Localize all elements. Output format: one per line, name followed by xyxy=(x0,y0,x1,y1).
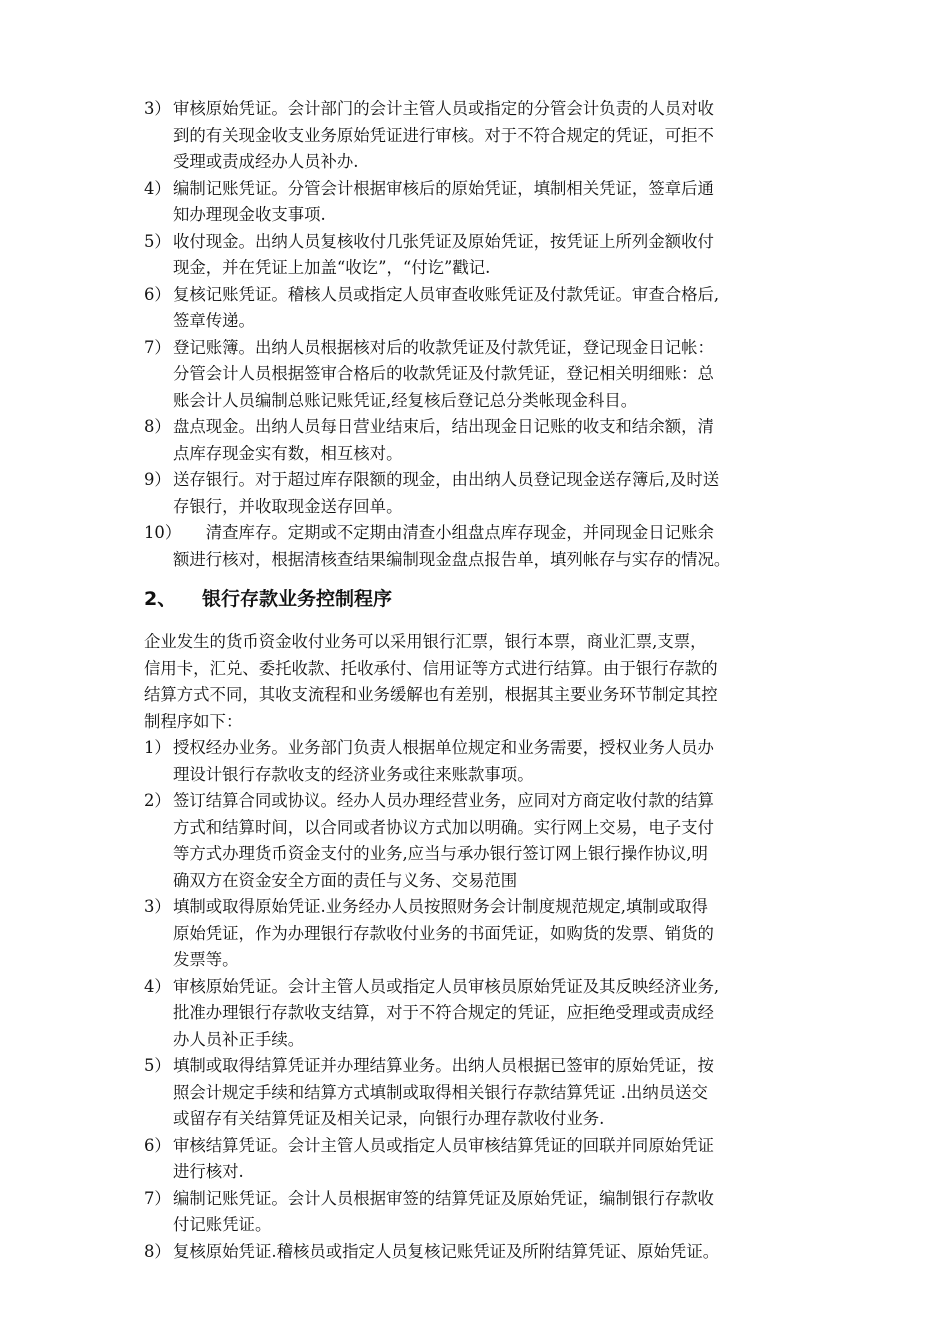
item-text-line: 受理或责成经办人员补办. xyxy=(173,152,359,171)
list-item xyxy=(144,520,814,573)
item-text-line: 发票等。 xyxy=(173,950,239,969)
intro-line: 制程序如下： xyxy=(144,711,243,731)
item-number: 7） xyxy=(144,1188,171,1208)
item-text-line: 理设计银行存款收支的经济业务或往来账款事项。 xyxy=(173,764,534,784)
item-text-line: 知办理现金收支事项. xyxy=(173,205,326,224)
list-item xyxy=(144,1186,814,1239)
item-text-line: 登记账簿。出纳人员根据核对后的收款凭证及付款凭证，登记现金日记帐： xyxy=(173,337,714,357)
intro-line: 结算方式不同，其收支流程和业务缓解也有差别，根据其主要业务环节制定其控 xyxy=(144,685,718,704)
list-item xyxy=(144,1133,814,1186)
intro-line: 企业发生的货币资金收付业务可以采用银行汇票，银行本票，商业汇票,支票， xyxy=(144,632,707,651)
item-number: 3） xyxy=(144,897,171,916)
item-number: 2） xyxy=(144,791,171,810)
item-text-line: 进行核对. xyxy=(173,1162,244,1181)
list-item xyxy=(144,974,814,1054)
item-number: 5） xyxy=(144,1056,171,1075)
item-number: 6） xyxy=(144,1135,171,1155)
item-number: 8） xyxy=(144,1241,171,1261)
item-text-line: 签订结算合同或协议。经办人员办理经营业务，应同对方商定收付款的结算 xyxy=(173,791,714,810)
item-number: 6） xyxy=(144,284,171,304)
item-text-line: 确双方在资金安全方面的责任与义务、交易范围 xyxy=(173,870,518,890)
list-item xyxy=(144,176,814,229)
section-title: 银行存款业务控制程序 xyxy=(202,588,393,610)
item-text-line: 分管会计人员根据签审合格后的收款凭证及付款凭证，登记相关明细账：总 xyxy=(173,364,714,383)
item-number: 9） xyxy=(144,470,171,489)
item-text-line: 审核结算凭证。会计主管人员或指定人员审核结算凭证的回联并同原始凭证 xyxy=(173,1135,714,1155)
item-text-line: 审核原始凭证。会计主管人员或指定人员审核员原始凭证及其反映经济业务, xyxy=(173,976,720,996)
item-text-line: 照会计规定手续和结算方式填制或取得相关银行存款结算凭证 .出纳员送交 xyxy=(173,1082,708,1102)
item-text-line: 编制记账凭证。分管会计根据审核后的原始凭证，填制相关凭证，签章后通 xyxy=(173,178,714,198)
item-text-line: 复核原始凭证.稽核员或指定人员复核记账凭证及所附结算凭证、原始凭证。 xyxy=(173,1241,720,1261)
item-text-line: 编制记账凭证。会计人员根据审签的结算凭证及原始凭证，编制银行存款收 xyxy=(173,1188,714,1208)
item-number: 5） xyxy=(144,231,171,251)
item-text-line: 现金，并在凭证上加盖“收讫”，“付讫”戳记. xyxy=(173,258,491,277)
item-number: 4） xyxy=(144,178,171,198)
document-body xyxy=(144,96,814,1265)
item-text-line: 存银行，并收取现金送存回单。 xyxy=(173,496,403,516)
bank-procedure-list xyxy=(144,735,814,1265)
item-text-line: 额进行核对，根据清核查结果编制现金盘点报告单，填列帐存与实存的情况。 xyxy=(173,549,731,569)
item-text-line: 到的有关现金收支业务原始凭证进行审核。对于不符合规定的凭证，可拒不 xyxy=(173,125,714,145)
list-item xyxy=(144,467,814,520)
item-text-line: 方式和结算时间，以合同或者协议方式加以明确。实行网上交易，电子支付 xyxy=(173,817,714,837)
item-text-line: 原始凭证，作为办理银行存款收付业务的书面凭证，如购货的发票、销货的 xyxy=(173,923,714,943)
item-number: 7） xyxy=(144,337,171,357)
item-text-line: 批准办理银行存款收支结算，对于不符合规定的凭证，应拒绝受理或责成经 xyxy=(173,1003,714,1022)
item-text-line: 填制或取得原始凭证.业务经办人员按照财务会计制度规范规定,填制或取得 xyxy=(173,897,708,916)
item-text-line: 清查库存。定期或不定期由清查小组盘点库存现金，并同现金日记账余 xyxy=(173,523,714,542)
section-number: 2、 xyxy=(144,588,177,610)
list-item xyxy=(144,1239,814,1266)
item-number: 3） xyxy=(144,99,171,118)
item-number: 8） xyxy=(144,417,171,436)
list-item xyxy=(144,735,814,788)
intro-paragraph xyxy=(144,629,814,735)
section-heading xyxy=(144,579,814,619)
list-item xyxy=(144,335,814,415)
list-item xyxy=(144,229,814,282)
item-text-line: 复核记账凭证。稽核人员或指定人员审查收账凭证及付款凭证。审查合格后, xyxy=(173,284,720,304)
item-text-line: 账会计人员编制总账记账凭证,经复核后登记总分类帐现金科目。 xyxy=(173,390,638,410)
item-text-line: 填制或取得结算凭证并办理结算业务。出纳人员根据已签审的原始凭证，按 xyxy=(173,1056,714,1075)
item-text-line: 收付现金。出纳人员复核收付几张凭证及原始凭证，按凭证上所列金额收付 xyxy=(173,231,714,251)
cash-procedure-list xyxy=(144,96,814,573)
item-text-line: 盘点现金。出纳人员每日营业结束后，结出现金日记账的收支和结余额，清 xyxy=(173,417,714,436)
list-item xyxy=(144,788,814,894)
item-text-line: 签章传递。 xyxy=(173,311,255,330)
list-item xyxy=(144,282,814,335)
item-text-line: 点库存现金实有数，相互核对。 xyxy=(173,443,403,463)
item-number: 1） xyxy=(144,738,171,757)
list-item xyxy=(144,1053,814,1133)
item-number: 4） xyxy=(144,976,171,996)
item-text-line: 或留存有关结算凭证及相关记录，向银行办理存款收付业务. xyxy=(173,1109,605,1128)
item-text-line: 授权经办业务。业务部门负责人根据单位规定和业务需要，授权业务人员办 xyxy=(173,738,714,757)
item-text-line: 办人员补正手续。 xyxy=(173,1029,305,1049)
list-item xyxy=(144,414,814,467)
item-text-line: 等方式办理货币资金支付的业务,应当与承办银行签订网上银行操作协议,明 xyxy=(173,844,708,863)
list-item xyxy=(144,96,814,176)
item-text-line: 付记账凭证。 xyxy=(173,1215,272,1234)
item-text-line: 审核原始凭证。会计部门的会计主管人员或指定的分管会计负责的人员对收 xyxy=(173,99,714,118)
item-number: 10） xyxy=(144,523,182,542)
list-item xyxy=(144,894,814,974)
intro-line: 信用卡，汇兑、委托收款、托收承付、信用证等方式进行结算。由于银行存款的 xyxy=(144,658,718,678)
item-text-line: 送存银行。对于超过库存限额的现金，由出纳人员登记现金送存簿后,及时送 xyxy=(173,470,720,489)
